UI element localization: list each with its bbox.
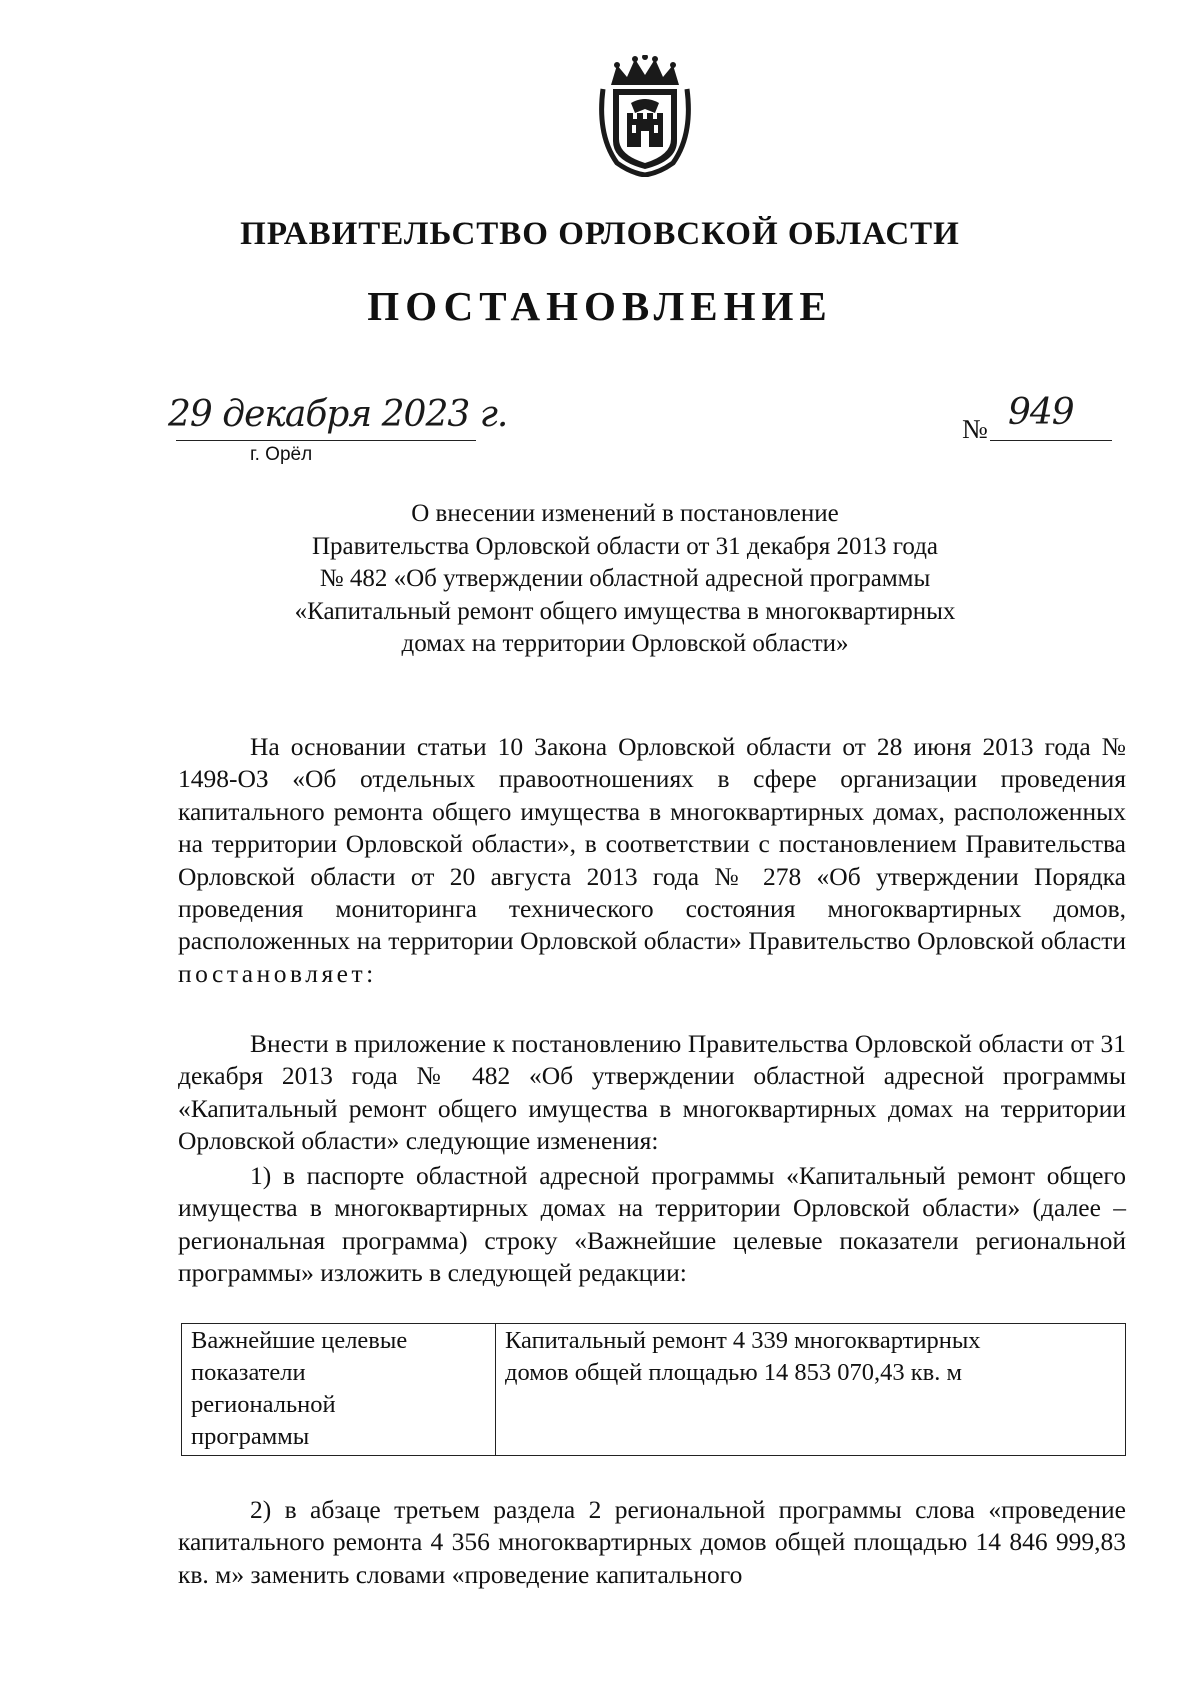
passport-table bbox=[181, 1323, 1126, 1456]
cell-line: Капитальный ремонт 4 339 многоквартирных bbox=[505, 1327, 981, 1354]
intro-paragraph: Внести в приложение к постановлению Правительства Орловской области от 31 декабря 2013 года № 482 «Об утверждении областной адресной программы «Капитальный ремонт общего имущества в многоквартирных домах на территории Орловской области» следующие изменения: bbox=[178, 1029, 1126, 1156]
subject-line: домах на территории Орловской области» bbox=[401, 630, 849, 658]
cell-line: показатели bbox=[191, 1359, 306, 1386]
organization-title: ПРАВИТЕЛЬСТВО ОРЛОВСКОЙ ОБЛАСТИ bbox=[240, 216, 960, 252]
cell-line: региональной bbox=[191, 1391, 336, 1418]
subject-line: «Капитальный ремонт общего имущества в многоквартирных bbox=[294, 597, 956, 625]
preamble-text: На основании статьи 10 Закона Орловской области от 28 июня 2013 года № 1498-ОЗ «Об отдельных правоотношениях в сфере организации проведения капитального ремонта общего имущества в многоквартирных домах, расположенных на территории Орловской области», в соответствии с постановлением Правительства Орловской области от 20 августа 2013 года № 278 «Об утверждении Порядка проведения мониторинга технического состояния многоквартирных домов, расположенных на территории Орловской области» Правительство Орловской области bbox=[178, 732, 1126, 956]
table-cell-value bbox=[496, 1324, 1126, 1456]
coat-of-arms-icon bbox=[597, 55, 693, 177]
resolves-word: постановляет: bbox=[178, 958, 377, 988]
number-underline bbox=[990, 440, 1112, 441]
item-2-paragraph: 2) в абзаце третьем раздела 2 региональной программы слова «проведение капитального ремонта 4 356 многоквартирных домов общей площадью 14 846 999,83 кв. м» заменить словами «проведение капитального bbox=[178, 1495, 1126, 1589]
preamble-paragraph bbox=[178, 731, 1126, 990]
subject-line: Правительства Орловской области от 31 декабря 2013 года bbox=[311, 532, 939, 560]
table-row bbox=[182, 1324, 1126, 1456]
handwritten-number: 949 bbox=[1008, 392, 1074, 433]
document-type-title: ПОСТАНОВЛЕНИЕ bbox=[367, 283, 833, 329]
item-1-paragraph: 1) в паспорте областной адресной программы «Капитальный ремонт общего имущества в многоквартирных домах на территории Орловской области» (далее – региональная программа) строку «Важнейшие целевые показатели региональной программы» изложить в следующей редакции: bbox=[178, 1161, 1126, 1288]
document-subject bbox=[230, 498, 1020, 661]
subject-line: № 482 «Об утверждении областной адресной программы bbox=[319, 565, 931, 593]
cell-line: домов общей площадью 14 853 070,43 кв. м bbox=[505, 1359, 963, 1386]
city-label: г. Орёл bbox=[250, 444, 313, 465]
cell-line: Важнейшие целевые bbox=[191, 1327, 408, 1354]
number-label: № bbox=[962, 414, 988, 444]
handwritten-date: 29 декабря 2023 г. bbox=[168, 394, 508, 435]
cell-line: программы bbox=[191, 1423, 310, 1450]
date-underline bbox=[176, 440, 476, 441]
table-cell-label bbox=[182, 1324, 496, 1456]
subject-line: О внесении изменений в постановление bbox=[411, 500, 839, 527]
